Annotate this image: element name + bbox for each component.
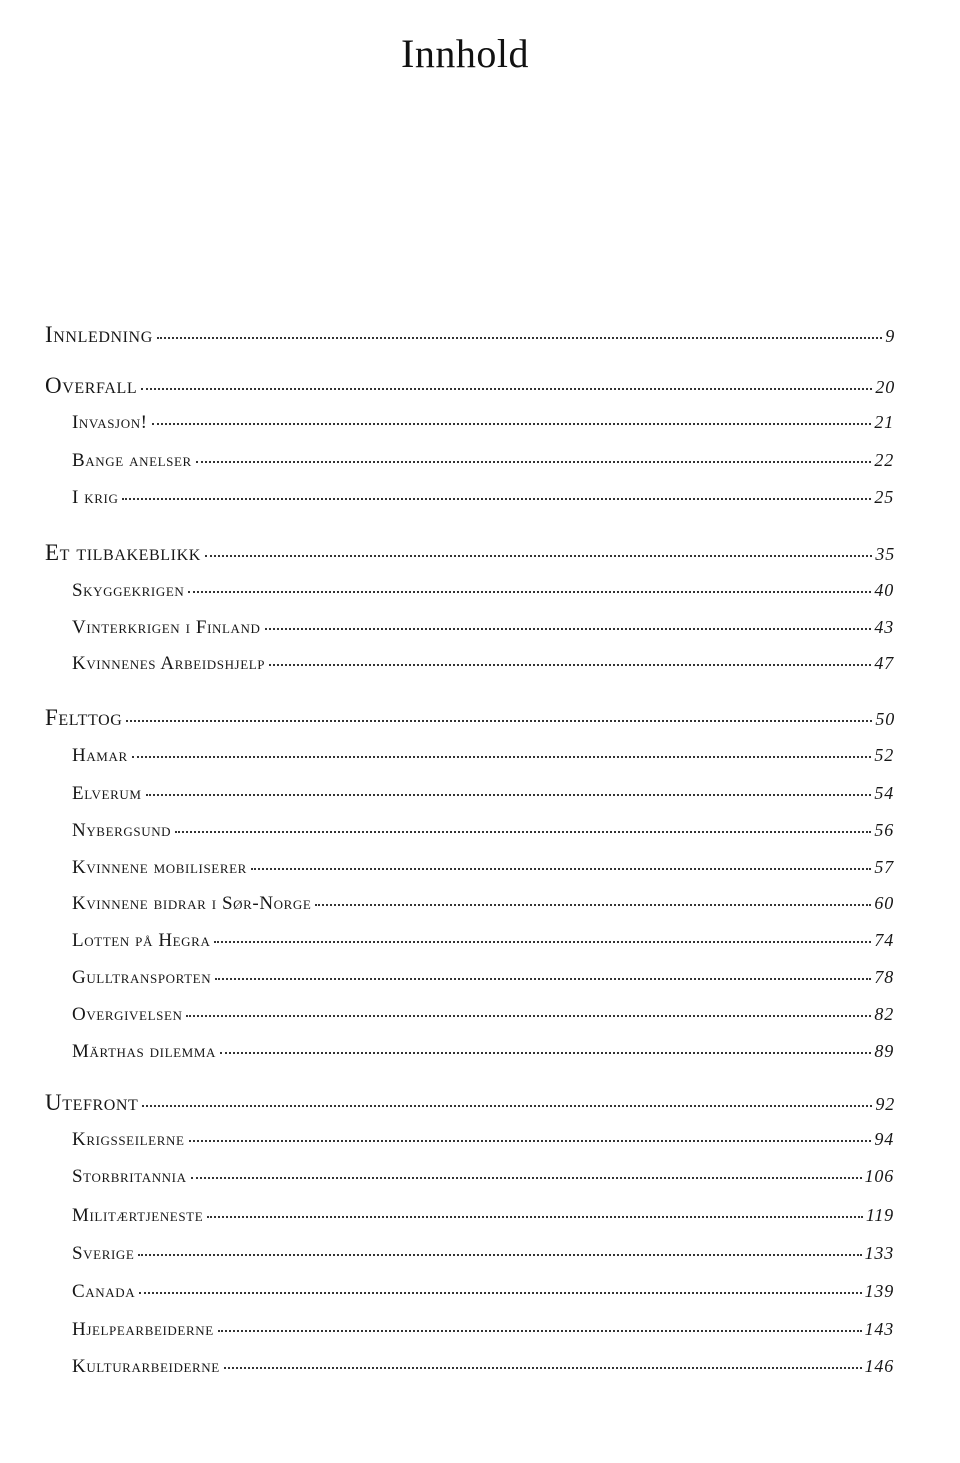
toc-section-entry <box>72 1041 894 1063</box>
toc-section-entry <box>72 412 894 434</box>
entry-label: Felttog <box>45 705 123 730</box>
dot-leader <box>218 1330 862 1332</box>
dot-leader <box>126 720 872 722</box>
entry-label: Overfall <box>45 373 138 398</box>
dot-leader <box>220 1052 871 1054</box>
toc-section-entry <box>72 1356 894 1378</box>
entry-label: Hamar <box>72 745 128 766</box>
dot-leader <box>265 628 872 630</box>
dot-leader <box>186 1015 871 1017</box>
toc-section-entry <box>72 930 894 952</box>
entry-label: Kulturarbeiderne <box>72 1356 220 1377</box>
toc-section-entry <box>72 1319 894 1341</box>
toc-section-entry <box>72 820 894 842</box>
toc-section-entry <box>72 450 894 472</box>
entry-page-number: 106 <box>864 1166 894 1186</box>
entry-page-number: 119 <box>865 1205 894 1225</box>
dot-leader <box>191 1177 862 1179</box>
toc-section-entry <box>72 1129 894 1151</box>
dot-leader <box>189 1140 872 1142</box>
toc-section-entry <box>72 1004 894 1026</box>
toc-section-entry <box>72 580 894 602</box>
dot-leader <box>132 756 872 758</box>
entry-label: Nybergsund <box>72 820 172 841</box>
dot-leader <box>141 388 872 390</box>
toc-section-entry <box>72 1243 894 1265</box>
dot-leader <box>188 591 871 593</box>
entry-label: Kvinnenes Arbeidshjelp <box>72 653 266 674</box>
dot-leader <box>196 461 872 463</box>
entry-label: Skyggekrigen <box>72 580 185 601</box>
entry-label: Innledning <box>45 322 153 347</box>
entry-label: Gulltransporten <box>72 967 212 988</box>
entry-page-number: 40 <box>874 580 894 600</box>
entry-page-number: 22 <box>874 450 894 470</box>
entry-label: Lotten på Hegra <box>72 930 211 951</box>
entry-page-number: 35 <box>875 544 895 564</box>
entry-label: Krigsseilerne <box>72 1129 185 1150</box>
entry-label: Märthas dilemma <box>72 1041 216 1062</box>
entry-label: Kvinnene bidrar i Sør-Norge <box>72 893 312 914</box>
entry-page-number: 74 <box>874 930 894 950</box>
dot-leader <box>146 794 872 796</box>
entry-page-number: 56 <box>874 820 894 840</box>
toc-section-entry <box>72 967 894 989</box>
entry-page-number: 78 <box>874 967 894 987</box>
toc-section-entry <box>72 1281 894 1303</box>
dot-leader <box>122 498 871 500</box>
entry-label: Overgivelsen <box>72 1004 183 1025</box>
entry-label: Bange anelser <box>72 450 192 471</box>
entry-label: Canada <box>72 1281 136 1302</box>
toc-section-entry <box>72 617 894 639</box>
dot-leader <box>251 868 871 870</box>
entry-page-number: 43 <box>874 617 894 637</box>
toc-chapter-entry <box>45 373 895 399</box>
toc-section-entry <box>72 1166 894 1188</box>
entry-page-number: 143 <box>864 1319 894 1339</box>
entry-page-number: 92 <box>875 1094 895 1114</box>
entry-label: I krig <box>72 487 119 508</box>
toc-chapter-entry <box>45 1090 895 1116</box>
entry-page-number: 89 <box>874 1041 894 1061</box>
dot-leader <box>214 941 871 943</box>
entry-page-number: 60 <box>874 893 894 913</box>
entry-page-number: 25 <box>874 487 894 507</box>
entry-page-number: 50 <box>875 709 895 729</box>
entry-page-number: 21 <box>874 412 894 432</box>
dot-leader <box>138 1254 861 1256</box>
entry-page-number: 146 <box>864 1356 894 1376</box>
toc-section-entry <box>72 783 894 805</box>
toc-chapter-entry <box>45 322 895 348</box>
dot-leader <box>157 337 882 339</box>
entry-page-number: 54 <box>874 783 894 803</box>
entry-page-number: 82 <box>874 1004 894 1024</box>
entry-label: Kvinnene mobiliserer <box>72 857 247 878</box>
toc-section-entry <box>72 745 894 767</box>
dot-leader <box>207 1216 863 1218</box>
entry-label: Utefront <box>45 1090 139 1115</box>
toc-chapter-entry <box>45 540 895 566</box>
page-title: Innhold <box>401 31 529 76</box>
entry-page-number: 94 <box>874 1129 894 1149</box>
entry-label: Invasjon! <box>72 412 148 433</box>
entry-label: Militærtjeneste <box>72 1205 204 1226</box>
dot-leader <box>315 904 871 906</box>
entry-page-number: 133 <box>864 1243 894 1263</box>
toc-section-entry <box>72 1205 894 1227</box>
toc-section-entry <box>72 857 894 879</box>
dot-leader <box>224 1367 862 1369</box>
dot-leader <box>142 1105 872 1107</box>
dot-leader <box>205 555 873 557</box>
entry-page-number: 139 <box>864 1281 894 1301</box>
entry-page-number: 47 <box>874 653 894 673</box>
entry-page-number: 57 <box>874 857 894 877</box>
dot-leader <box>269 664 871 666</box>
toc-section-entry <box>72 487 894 509</box>
toc-chapter-entry <box>45 705 895 731</box>
entry-label: Et tilbakeblikk <box>45 540 201 565</box>
dot-leader <box>139 1292 861 1294</box>
dot-leader <box>215 978 871 980</box>
entry-label: Hjelpearbeiderne <box>72 1319 214 1340</box>
entry-label: Elverum <box>72 783 142 804</box>
toc-section-entry <box>72 893 894 915</box>
entry-label: Sverige <box>72 1243 135 1264</box>
entry-label: Vinterkrigen i Finland <box>72 617 261 638</box>
entry-page-number: 9 <box>885 326 895 346</box>
entry-label: Storbritannia <box>72 1166 187 1187</box>
entry-page-number: 52 <box>874 745 894 765</box>
dot-leader <box>175 831 871 833</box>
toc-section-entry <box>72 653 894 675</box>
dot-leader <box>152 423 872 425</box>
entry-page-number: 20 <box>875 377 895 397</box>
